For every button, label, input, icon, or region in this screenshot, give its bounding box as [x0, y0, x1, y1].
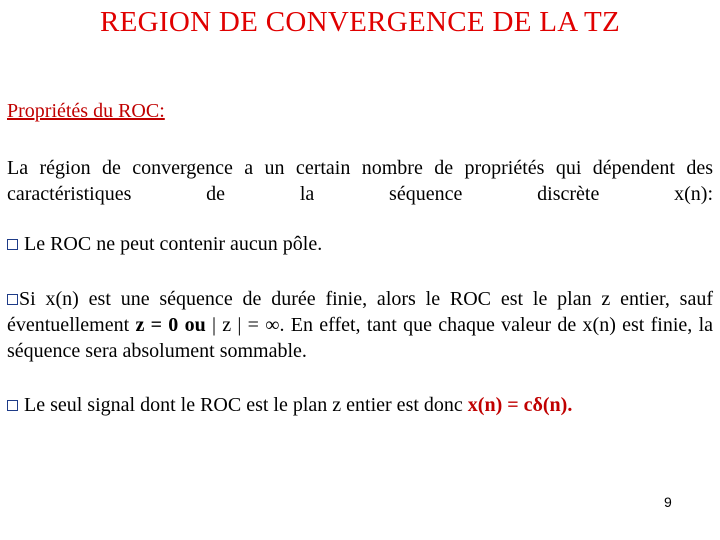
bullet-3-text: Le seul signal dont le ROC est le plan z entier est donc [24, 394, 468, 416]
bullet-2-bold-ou: ou [184, 314, 206, 336]
intro-line-2: caractéristiques de la séquence discrète x(n): [7, 183, 713, 205]
bullet-1 [7, 231, 713, 257]
page-title: REGION DE CONVERGENCE DE LA TZ [100, 6, 620, 38]
page-number: 9 [664, 494, 672, 510]
bullet-3 [7, 392, 713, 418]
bullet-2-text-end: En effet, tant que chaque valeur de x(n) est finie, la séquence sera absolument sommable. [7, 314, 714, 362]
bullet-2 [7, 286, 713, 364]
checkbox-square-icon [7, 294, 18, 305]
bullet-1-text: Le ROC ne peut contenir aucun pôle. [24, 233, 323, 255]
checkbox-square-icon [7, 239, 18, 250]
bullet-2-text: Si x(n) est une séquence de durée finie, alors le ROC est le plan z entier, sauf éventuellement [7, 288, 713, 336]
section-subtitle: Propriétés du ROC: [7, 100, 165, 122]
bullet-2-infinity: | z | = ∞. [211, 314, 285, 336]
intro-paragraph [7, 155, 713, 207]
intro-line-1: La région de convergence a un certain nombre de propriétés qui dépendent des [7, 157, 713, 179]
checkbox-square-icon [7, 400, 18, 411]
bullet-3-formula: x(n) = cδ(n). [467, 394, 573, 416]
bullet-2-bold-z0: z = 0 [135, 314, 179, 336]
